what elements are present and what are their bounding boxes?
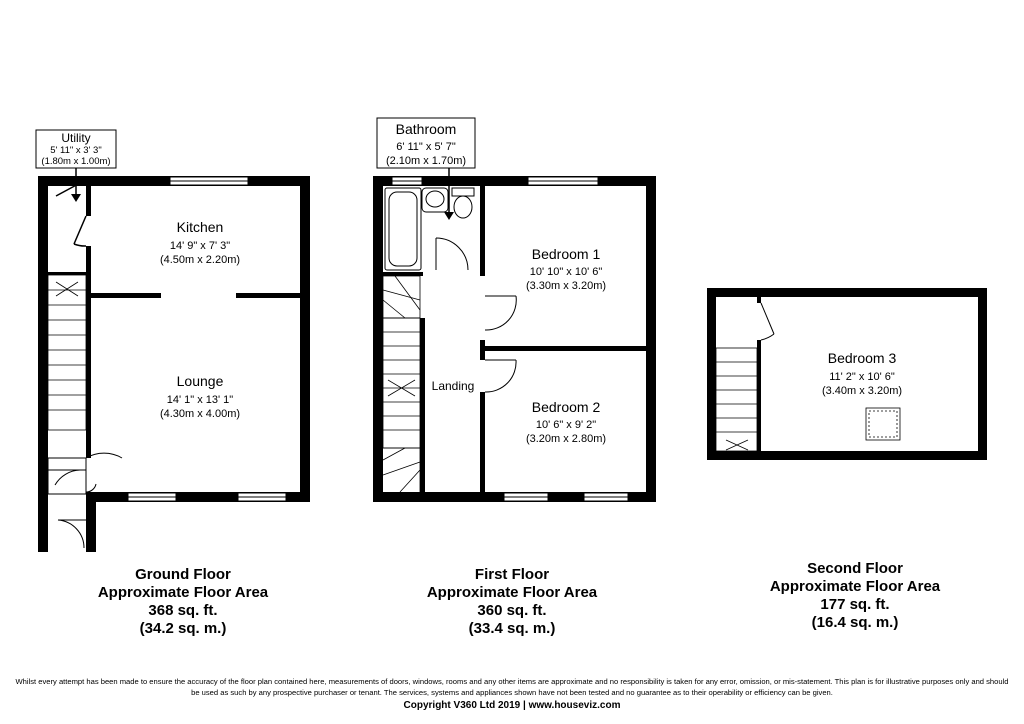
kitchen-metric: (4.50m x 2.20m) [159, 254, 241, 266]
kitchen-imperial: 14' 9" x 7' 3" [169, 240, 231, 252]
first-floor-doors [436, 238, 516, 392]
first-floor-plan [373, 118, 656, 637]
bedroom3-imperial: 11' 2" x 10' 6" [829, 371, 895, 383]
ground-floor-plan [36, 130, 310, 637]
bedroom1-metric: (3.30m x 3.20m) [525, 280, 607, 292]
ground-area-label: Approximate Floor Area [97, 584, 269, 601]
bedroom2-imperial: 10' 6" x 9' 2" [535, 419, 597, 431]
second-area-title: Second Floor [807, 560, 903, 577]
bedroom2-metric: (3.20m x 2.80m) [525, 433, 607, 445]
ground-area-sqm: (34.2 sq. m.) [139, 620, 227, 637]
skylight [866, 408, 900, 440]
bathroom-metric: (2.10m x 1.70m) [385, 155, 467, 167]
second-floor-door [761, 303, 774, 340]
bedroom2-name: Bedroom 2 [531, 399, 601, 415]
bathroom-fixtures [385, 188, 474, 270]
bedroom1-name: Bedroom 1 [531, 246, 601, 262]
bedroom3-metric: (3.40m x 3.20m) [821, 385, 903, 397]
bathroom-name: Bathroom [395, 121, 457, 137]
bedroom3-name: Bedroom 3 [827, 350, 897, 366]
kitchen-name: Kitchen [176, 219, 224, 235]
first-floor-stairs [383, 276, 420, 492]
first-area-label: Approximate Floor Area [426, 584, 598, 601]
bathroom-imperial: 6' 11" x 5' 7" [396, 141, 456, 153]
ground-area-title: Ground Floor [135, 566, 231, 583]
first-floor-windows [392, 177, 628, 501]
ground-floor-stairs [48, 275, 86, 430]
first-area-title: First Floor [474, 566, 550, 583]
second-area-sqm: (16.4 sq. m.) [811, 614, 899, 631]
ground-area-sqft: 368 sq. ft. [148, 602, 218, 619]
utility-name: Utility [61, 131, 91, 145]
lounge-name: Lounge [176, 373, 224, 389]
second-area-sqft: 177 sq. ft. [820, 596, 890, 613]
bedroom1-imperial: 10' 10" x 10' 6" [529, 266, 603, 278]
second-area-label: Approximate Floor Area [769, 578, 941, 595]
second-floor-plan [707, 288, 987, 631]
lounge-metric: (4.30m x 4.00m) [159, 408, 241, 420]
copyright-text: Copyright V360 Ltd 2019 | www.houseviz.com [403, 700, 621, 711]
utility-door [56, 182, 86, 246]
second-floor-stairs [716, 348, 757, 451]
landing-label: Landing [431, 379, 475, 393]
first-area-sqm: (33.4 sq. m.) [468, 620, 556, 637]
lounge-imperial: 14' 1" x 13' 1" [166, 394, 234, 406]
utility-imperial: 5' 11" x 3' 3" [50, 145, 102, 156]
disclaimer-text: Whilst every attempt has been made to ensure the accuracy of the floor plan contained here, measurements of doors, windows, rooms and any other items are approximate and no responsibility is taken for any error, omission, or mis-statement. This plan is for illustrative purposes only and should be used as such by any prospective purchaser or tenant. The services, systems and appliances shown have not been tested and no guarantee as to their operability or efficiency can be given. [15, 677, 1009, 697]
utility-metric: (1.80m x 1.00m) [41, 156, 111, 167]
first-area-sqft: 360 sq. ft. [477, 602, 547, 619]
